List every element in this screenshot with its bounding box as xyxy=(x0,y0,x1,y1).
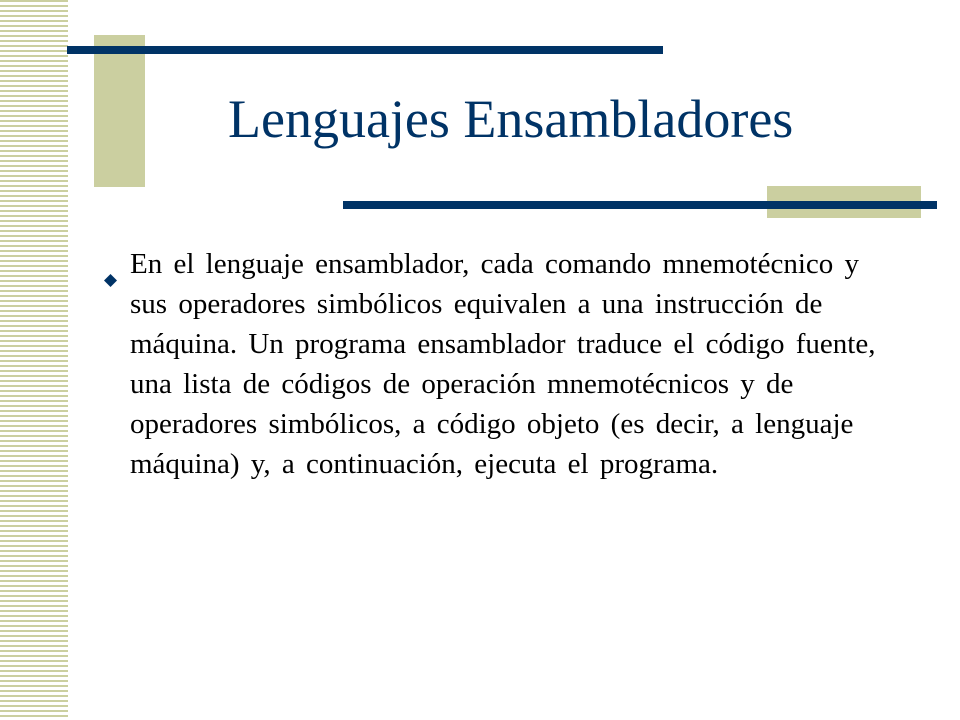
decorative-olive-block-top xyxy=(94,35,145,187)
diamond-bullet-icon xyxy=(104,258,117,271)
decorative-title-line-top xyxy=(67,46,663,54)
bullet-list xyxy=(100,244,890,484)
bullet-item xyxy=(100,244,890,484)
decorative-side-stripes xyxy=(0,0,68,720)
slide-title: Lenguajes Ensambladores xyxy=(228,89,794,149)
decorative-title-line-bottom xyxy=(343,201,937,209)
bullet-text: En el lenguaje ensamblador, cada comando mnemotécnico y sus operadores simbólicos equivalen a una instrucción de máquina. Un programa ensamblador traduce el código fuente, una lista de códigos de operación mnemotécnicos y de operadores simbólicos, a código objeto (es decir, a lenguaje máquina) y, a continuación, ejecuta el programa. xyxy=(130,248,876,480)
